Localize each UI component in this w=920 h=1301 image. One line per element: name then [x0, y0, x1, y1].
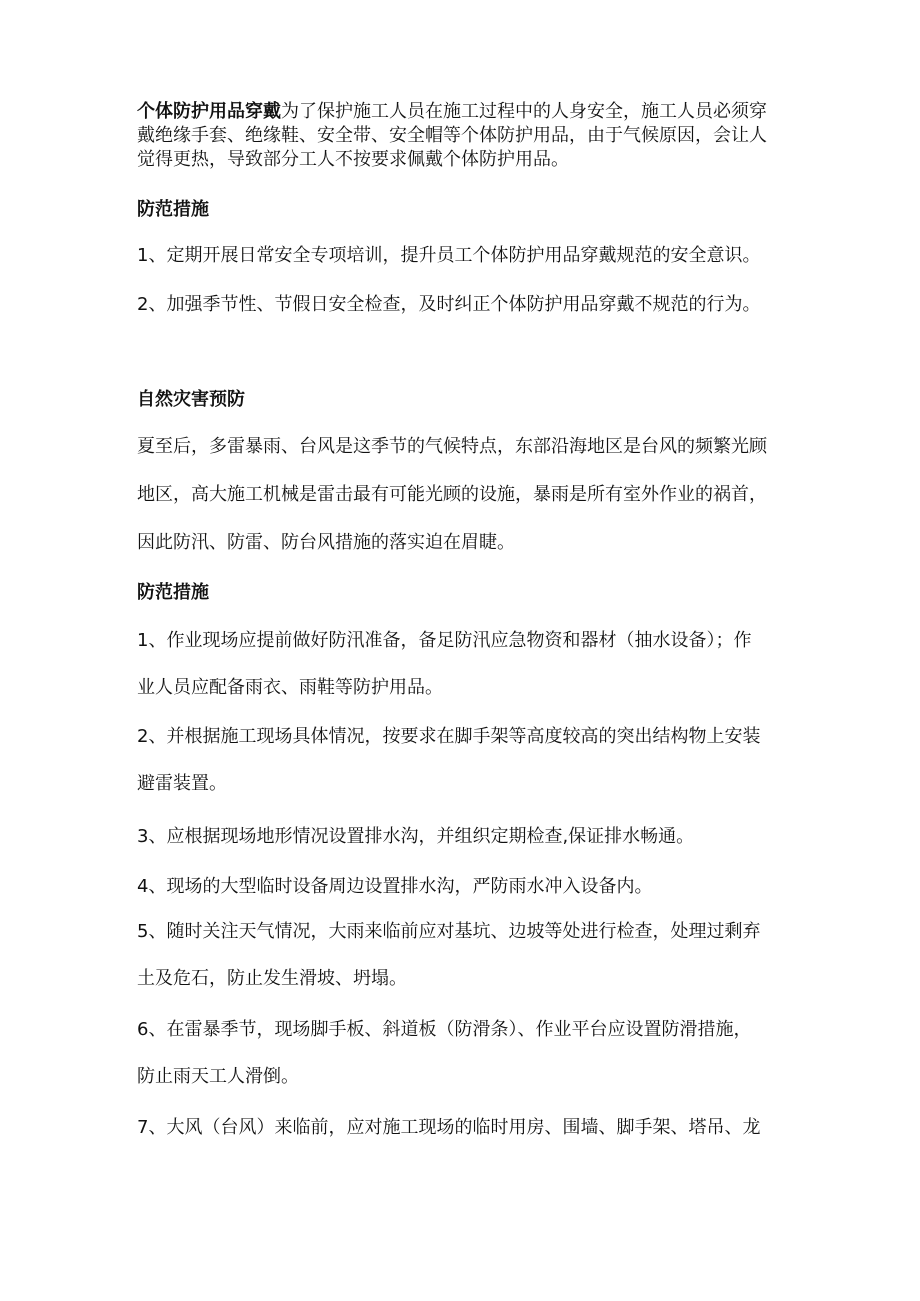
ppe-paragraph-line-3: 觉得更热，导致部分工人不按要求佩戴个体防护用品。 [137, 149, 569, 170]
measure-2-item-7: 7、大风（台风）来临前，应对施工现场的临时用房、围墙、脚手架、塔吊、龙 [137, 1117, 761, 1138]
measure-2-item-6 [137, 1019, 817, 1088]
measure-2-item-6-line-2: 防止雨天工人滑倒。 [137, 1066, 299, 1087]
measure-2-item-2-line-2: 避雷装置。 [137, 773, 227, 794]
measure-2-item-2-line-1: 2、并根据施工现场具体情况，按要求在脚手架等高度较高的突出结构物上安装 [137, 726, 761, 747]
ppe-paragraph-line-2: 戴绝缘手套、绝缘鞋、安全带、安全帽等个体防护用品，由于气候原因，会让人 [137, 125, 767, 146]
measures-heading-1: 防范措施 [137, 199, 209, 220]
disaster-paragraph-line-3: 因此防汛、防雷、防台风措施的落实迫在眉睫。 [137, 532, 515, 553]
disaster-paragraph-line-1: 夏至后，多雷暴雨、台风是这季节的气候特点，东部沿海地区是台风的频繁光顾 [137, 436, 767, 457]
measure-2-item-1-line-1: 1、作业现场应提前做好防汛准备，备足防汛应急物资和器材（抽水设备）；作 [137, 630, 752, 651]
measure-2-item-2 [137, 726, 817, 795]
measure-2-item-1 [137, 630, 817, 699]
measure-2-item-1-line-2: 业人员应配备雨衣、雨鞋等防护用品。 [137, 677, 443, 698]
measure-2-item-5 [137, 921, 817, 990]
ppe-paragraph-text-1: 为了保护施工人员在施工过程中的人身安全，施工人员必须穿 [281, 101, 767, 122]
measures-heading-2: 防范措施 [137, 582, 209, 603]
ppe-paragraph [137, 101, 817, 171]
disaster-paragraph [137, 436, 817, 554]
measure-2-item-5-line-2: 土及危石，防止发生滑坡、坍塌。 [137, 968, 407, 989]
disaster-paragraph-line-2: 地区，高大施工机械是雷击最有可能光顾的设施，暴雨是所有室外作业的祸首， [137, 484, 767, 505]
measure-2-item-3: 3、应根据现场地形情况设置排水沟，并组织定期检查,保证排水畅通。 [137, 826, 695, 847]
disaster-prevention-heading: 自然灾害预防 [137, 389, 245, 410]
measure-2-item-6-line-1: 6、在雷暴季节，现场脚手板、斜道板（防滑条）、作业平台应设置防滑措施， [137, 1019, 752, 1040]
measure-2-item-4: 4、现场的大型临时设备周边设置排水沟，严防雨水冲入设备内。 [137, 876, 653, 897]
ppe-lead-heading: 个体防护用品穿戴 [137, 101, 281, 122]
measure-1-item-2: 2、加强季节性、节假日安全检查，及时纠正个体防护用品穿戴不规范的行为。 [137, 294, 761, 315]
ppe-paragraph-line-1 [137, 101, 817, 123]
measure-2-item-5-line-1: 5、随时关注天气情况，大雨来临前应对基坑、边坡等处进行检查，处理过剩弃 [137, 921, 761, 942]
measure-1-item-1: 1、定期开展日常安全专项培训，提升员工个体防护用品穿戴规范的安全意识。 [137, 245, 761, 266]
